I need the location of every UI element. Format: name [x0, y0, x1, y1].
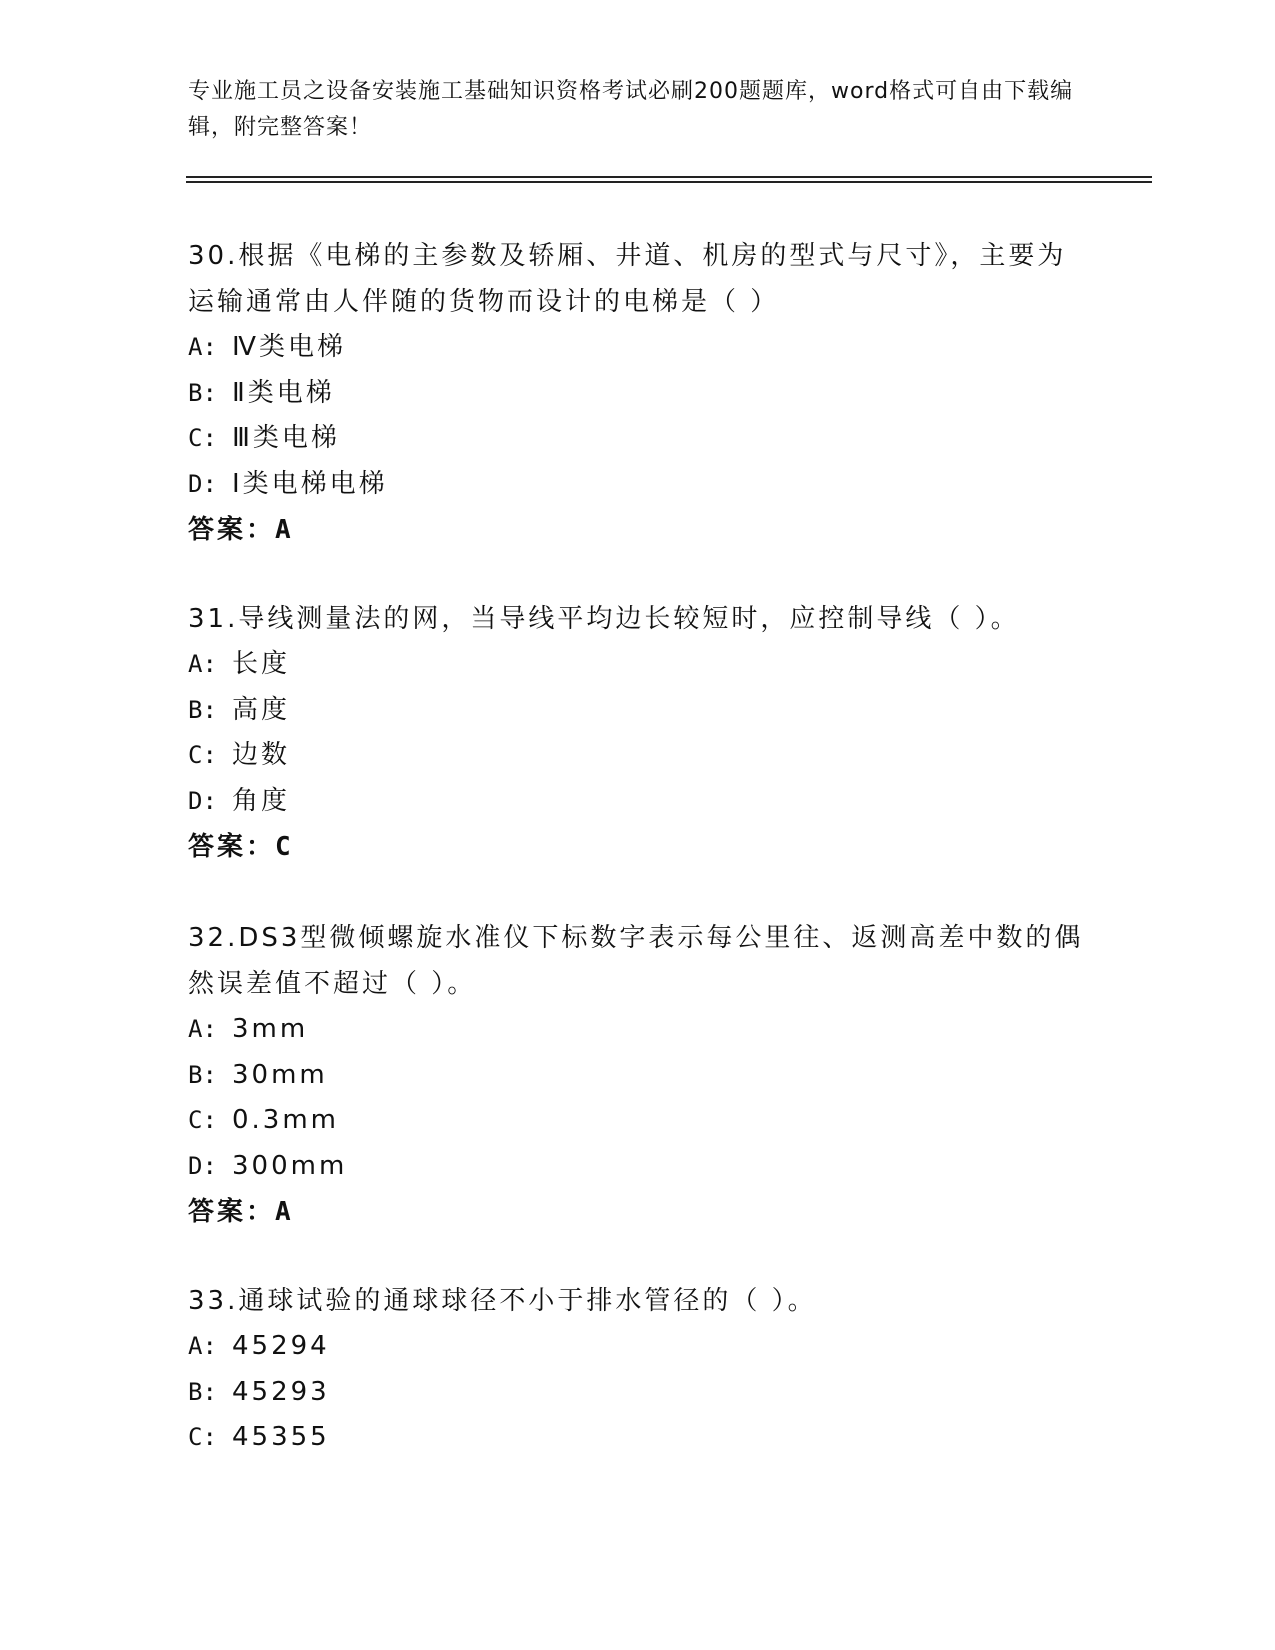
option-d — [188, 779, 1088, 825]
option-label: D: — [188, 786, 217, 815]
answer-label: 答案： — [188, 832, 276, 862]
question-stem: 31.导线测量法的网，当导线平均边长较短时，应控制导线（ ）。 — [188, 604, 1020, 634]
question-30 — [188, 233, 1088, 553]
header-divider-bottom — [186, 181, 1152, 183]
option-label: B: — [188, 378, 217, 407]
answer-value: A — [275, 515, 291, 545]
answer-value: C — [275, 832, 291, 862]
answer-label: 答案： — [188, 1197, 276, 1227]
answer-line — [188, 1189, 1088, 1235]
option-label: C: — [188, 1106, 217, 1134]
option-a — [188, 1007, 1088, 1053]
option-text: Ⅱ类电梯 — [232, 377, 335, 408]
question-stem: 33.通球试验的通球球径不小于排水管径的（ ）。 — [188, 1286, 817, 1316]
option-text: 300mm — [232, 1150, 348, 1181]
option-b — [188, 688, 1088, 734]
option-text: 45293 — [232, 1376, 330, 1407]
option-text: 0.3mm — [232, 1105, 340, 1135]
option-text: 45355 — [232, 1422, 330, 1452]
option-label: C: — [188, 741, 217, 769]
option-text: 长度 — [232, 649, 291, 679]
option-label: B: — [188, 1060, 217, 1089]
option-label: A: — [188, 333, 217, 361]
option-c — [188, 416, 1088, 462]
option-c — [188, 1098, 1088, 1144]
option-c — [188, 733, 1088, 779]
question-stem: 32.DS3型微倾螺旋水准仪下标数字表示每公里往、返测高差中数的偶然误差值不超过（ ）。 — [188, 923, 1084, 999]
option-label: C: — [188, 424, 217, 452]
option-d — [188, 1144, 1088, 1190]
document-header: 专业施工员之设备安装施工基础知识资格考试必刷200题题库，word格式可自由下载编辑，附完整答案！ — [188, 79, 1074, 140]
answer-line — [188, 507, 1088, 553]
option-label: B: — [188, 695, 217, 724]
option-text: 30mm — [232, 1059, 328, 1090]
option-b — [188, 1053, 1088, 1099]
option-a — [188, 642, 1088, 688]
option-text: 45294 — [232, 1331, 330, 1361]
question-33 — [188, 1278, 1088, 1461]
option-label: A: — [188, 650, 217, 678]
option-text: 角度 — [232, 785, 291, 816]
option-c — [188, 1415, 1088, 1461]
option-label: D: — [188, 469, 217, 498]
option-a — [188, 325, 1088, 371]
option-a — [188, 1324, 1088, 1370]
option-text: 边数 — [232, 740, 291, 770]
option-text: Ⅰ类电梯电梯 — [232, 468, 388, 499]
question-stem: 30.根据《电梯的主参数及轿厢、井道、机房的型式与尺寸》，主要为运输通常由人伴随的货物而设计的电梯是（ ） — [188, 241, 1067, 317]
question-31 — [188, 596, 1088, 870]
option-b — [188, 1370, 1088, 1416]
option-b — [188, 371, 1088, 417]
answer-value: A — [275, 1197, 291, 1227]
question-32 — [188, 915, 1088, 1235]
answer-label: 答案： — [188, 515, 276, 545]
option-text: 高度 — [232, 694, 291, 725]
answer-line — [188, 824, 1088, 870]
option-label: A: — [188, 1015, 217, 1043]
option-label: C: — [188, 1423, 217, 1451]
option-text: 3mm — [232, 1014, 309, 1044]
option-label: B: — [188, 1377, 217, 1406]
option-d — [188, 462, 1088, 508]
header-divider-top — [186, 176, 1152, 178]
option-text: Ⅳ类电梯 — [232, 332, 346, 362]
option-label: D: — [188, 1151, 217, 1180]
option-label: A: — [188, 1332, 217, 1360]
option-text: Ⅲ类电梯 — [232, 423, 340, 453]
